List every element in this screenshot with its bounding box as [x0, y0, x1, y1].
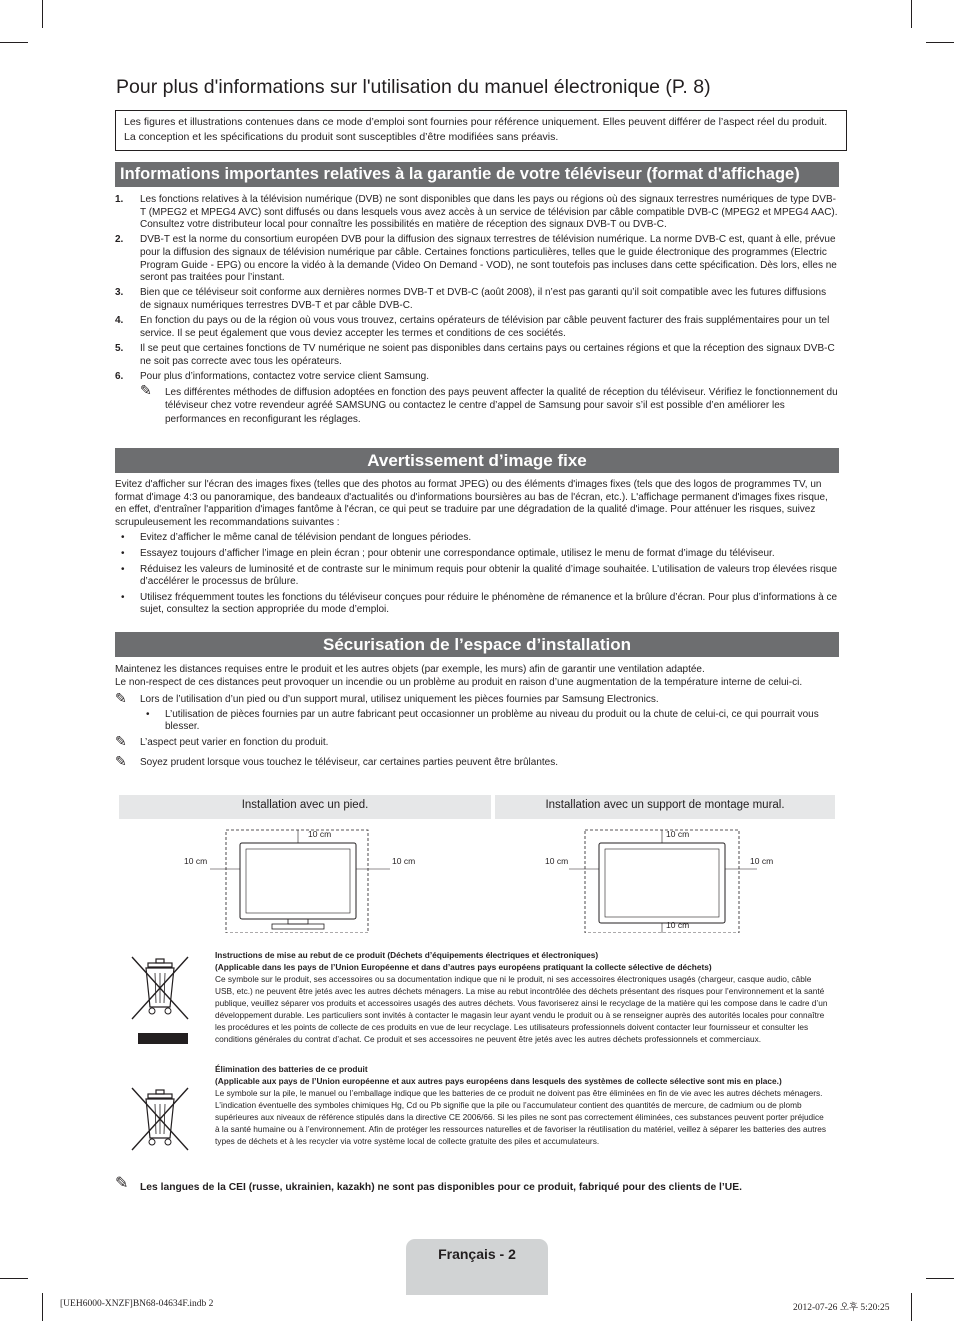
still-image-section: [115, 479, 839, 620]
battery-disposal-text: Élimination des batteries de ce produit (Applicable aux pays de l’Union européenne et aux autres pays européens dans lesquels des systèmes de collecte sélective sont mis en place.) Le symbole sur la pile, le manuel ou l’emballage indique que les batteries de ce produit ne doivent pas être éliminées en fin de vie avec les autres déchets ménagers. L’indication éventuelle des symboles chimiques Hg, Cd ou Pb signifie que la pile ou l’accumulateur contient des quantités de mercure, de cadmium ou de plomb supérieures aux niveaux de référence stipulés dans la directive CE 2006/66. Si les piles ne sont pas correctement éliminées, ces substances peuvent porter préjudice à la santé humaine ou à l’environnement. Afin de protéger les ressources naturelles et de favoriser la réutilisation du matériel, veillez à séparer les batteries des autres types de déchets et à les recycler via votre système local de collecte gratuite des piles et accumulateurs.: [215, 1064, 827, 1146]
notice-box: Les figures et illustrations contenues dans ce mode d’emploi sont fournies pour référence uniquement. Elles peuvent différer de l’aspect réel du produit. La conception et les spécifications du produit sont susceptibles d’être modifiées sans préavis.: [115, 110, 847, 151]
footer-timestamp: 2012-07-26 오후 5:20:25: [793, 1303, 890, 1313]
pencil-note-icon: ✎: [115, 732, 127, 749]
weee-disposal-text: Instructions de mise au rebut de ce produit (Déchets d’équipements électriques et électroniques) (Applicable dans les pays de l’Union Européenne et dans d’autres pays européens pratiquant la collecte sélective de déchets) Ce symbole sur le produit, ses accessoires ou sa documentation indique que ni le produit, ni ses accessoires électroniques usagés (chargeur, casque audio, câble USB, etc.) ne peuvent être jetés avec les autres déchets ménagers. La mise au rebut incontrôlée des déchets présentant des risques pour l’environnement et la santé publique, veuillez séparer vos produits et accessoires usagés des autres déchets. Vous favoriserez ainsi le recyclage de la matière qui les compose dans le cadre d’un développement durable. Les particuliers sont invités à contacter le magasin leur ayant vendu le produit ou à se renseigner auprès des autorités locales pour connaître les procédures et les points de collecte de ces produits en vue de leur recyclage. Les utilisateurs professionnels doivent contacter leur fournisseur et consulter les conditions générales du contrat d’achat. Ce produit et ses accessoires ne peuvent être jetés avec les autres déchets professionnels et commerciaux.: [215, 950, 828, 1044]
list-item: 6. Pour plus d’informations, contactez votre service client Samsung.: [115, 370, 430, 382]
still-image-heading: Avertissement d’image fixe: [115, 448, 839, 473]
list-item: • Essayez toujours d’afficher l’image en plein écran ; pour obtenir une correspondance optimale, utilisez le menu de format d’image du téléviseur.: [115, 548, 839, 561]
distance-label: 10 cm: [666, 920, 690, 930]
stand-clearance-diagram: [180, 825, 420, 933]
warranty-section: [115, 194, 839, 426]
cei-language-note: ✎ Les langues de la CEI (russe, ukrainien, kazakh) ne sont pas disponibles pour ce produit, fabriqué pour des clients de l’UE.: [115, 1175, 742, 1193]
list-item: • L’utilisation de pièces fournies par un autre fabricant peut occasionner un problème au niveau du produit ou la chute de celui-ci, ce qui pourrait vous blesser.: [140, 709, 839, 734]
list-item: 2. DVB-T est la norme du consortium européen DVB pour la diffusion des signaux terrestres de télévision numérique. La norme DVB-C est, quant à elle, prévue pour la diffusion des signaux de télévision numérique par câble. Certaines fonctions particulières, telles que le guide électronique des programmes (Electric Program Guide - EPG) ou encore la vidéo à la demande (Video On Demand - VOD), ne sont toutefois pas incluses dans cette spécification. Dès lors, elles ne seront pas traitées pour l’instant.: [115, 234, 837, 284]
warranty-heading: Informations importantes relatives à la garantie de votre téléviseur (format d'affichage): [115, 162, 839, 187]
installation-note: ✎ Lors de l’utilisation d’un pied ou d’un support mural, utilisez uniquement les pièces fournies par Samsung Electronics.: [115, 690, 659, 707]
distance-label: 10 cm: [750, 856, 774, 866]
installation-heading: Sécurisation de l’espace d’installation: [115, 632, 839, 657]
installation-note: ✎ L’aspect peut varier en fonction du produit.: [115, 732, 329, 749]
crossed-battery-bin-icon: [130, 1086, 192, 1154]
crop-mark: [926, 1278, 954, 1279]
pencil-note-icon: ✎: [115, 752, 127, 769]
crop-mark: [42, 0, 43, 28]
crop-mark: [0, 1278, 28, 1279]
pencil-note-icon: ✎: [115, 690, 127, 707]
list-item: 5. Il se peut que certaines fonctions de TV numérique ne soient pas disponibles dans certains pays ou certaines régions et que la réception des signaux DVB-C ne soit pas correcte avec tous les opérateurs.: [115, 342, 835, 367]
distance-label: 10 cm: [545, 856, 569, 866]
installation-note: ✎ Soyez prudent lorsque vous touchez le téléviseur, car certaines parties peuvent être brûlantes.: [115, 752, 559, 769]
installation-intro: Maintenez les distances requises entre le produit et les autres objets (par exemple, les murs) afin de garantir une ventilation adaptée.: [115, 664, 705, 675]
crop-mark: [911, 0, 912, 28]
wall-mount-clearance-diagram: [545, 825, 785, 933]
still-image-intro: Evitez d'afficher sur l'écran des images fixes (telles que des photos au format JPEG) ou des éléments d'images fixes (tels que des logos de programmes TV, un format d'image 4:3 ou panoramique, des bandeaux d'actualités ou d'informations boursières au bas de l'écran, etc.). L'affichage permanent d'images fixes risque, en effet, d'entraîner l'apparition d'images fantôme à l'écran, ce qui peut se traduire par une dégradation de la qualité d'image. Pour atténuer les risques, suivez scrupuleusement les recommandations suivantes :: [115, 479, 828, 528]
distance-label: 10 cm: [392, 856, 416, 866]
installation-intro-2: Le non-respect de ces distances peut provoquer un incendie ou un problème au produit en raison d’une augmentation de la température interne de celui-ci.: [115, 676, 803, 688]
list-item: 3. Bien que ce téléviseur soit conforme aux dernières normes DVB-T et DVB-C (août 2008), il n’est pas garanti qu’il soit compatible avec les futures diffusions de signaux numériques terrestres DVB-T et par câble DVB-C.: [115, 287, 827, 311]
page-title: Pour plus d'informations sur l'utilisation du manuel électronique (P. 8): [116, 76, 711, 98]
crop-mark: [911, 1293, 912, 1321]
column-header-stand: Installation avec un pied.: [119, 795, 491, 819]
list-item: • Evitez d’afficher le même canal de télévision pendant de longues périodes.: [115, 532, 839, 545]
pencil-note-icon: ✎: [115, 1175, 129, 1192]
list-item: • Utilisez fréquemment toutes les fonctions du téléviseur conçues pour réduire le phénomène de rémanence et la brûlure d’écran. Pour plus d’informations à ce sujet, consultez la section appropriée du mode d’emploi.: [115, 592, 839, 617]
distance-label: 10 cm: [184, 856, 208, 866]
crossed-bin-icon: [128, 953, 192, 1047]
footer-file-info: [UEH6000-XNZF]BN68-04634F.indb 2: [60, 1299, 214, 1309]
column-header-wall: Installation avec un support de montage mural.: [495, 795, 835, 819]
distance-label: 10 cm: [666, 829, 690, 839]
list-item: • Réduisez les valeurs de luminosité et de contraste sur le minimum requis pour obtenir la qualité d’image souhaitée. L’utilisation de valeurs trop élevées risque d’accélérer le processus de brûlure.: [115, 564, 839, 589]
crop-mark: [926, 42, 954, 43]
distance-label: 10 cm: [308, 829, 332, 839]
pencil-note-icon: ✎: [140, 381, 152, 398]
page-number-tab: Français - 2: [406, 1239, 548, 1295]
crop-mark: [42, 1293, 43, 1321]
crop-mark: [0, 42, 28, 43]
warranty-note: ✎ Les différentes méthodes de diffusion adoptées en fonction des pays peuvent affecter la qualité de réception du téléviseur. Vérifiez le fonctionnement du téléviseur chez votre revendeur agréé SAMSUNG ou contactez le centre d’appel de Samsung pour savoir s’il est possible d’en améliorer les performances en reconfigurant les réglages.: [140, 381, 838, 425]
list-item: 1. Les fonctions relatives à la télévision numérique (DVB) ne sont disponibles que dans les pays ou régions où des signaux terrestres numériques de type DVB-T (MPEG2 et MPEG4 AVC) sont diffusés ou dans lesquels vous avez accès à un service de télévision par câble compatible DVB-C (MPEG2 et MPEG4 AAC). Consultez votre distributeur local pour connaître les possibilités en matière de réception des signaux DVB-T ou DVB-C.: [115, 194, 838, 231]
installation-section: [115, 664, 839, 769]
list-item: 4. En fonction du pays ou de la région où vous vous trouvez, certains opérateurs de télévision par câble peuvent facturer des frais supplémentaires pour un tel service. Il se peut également que vous deviez accepter les termes et conditions de ces sociétés.: [115, 315, 830, 339]
